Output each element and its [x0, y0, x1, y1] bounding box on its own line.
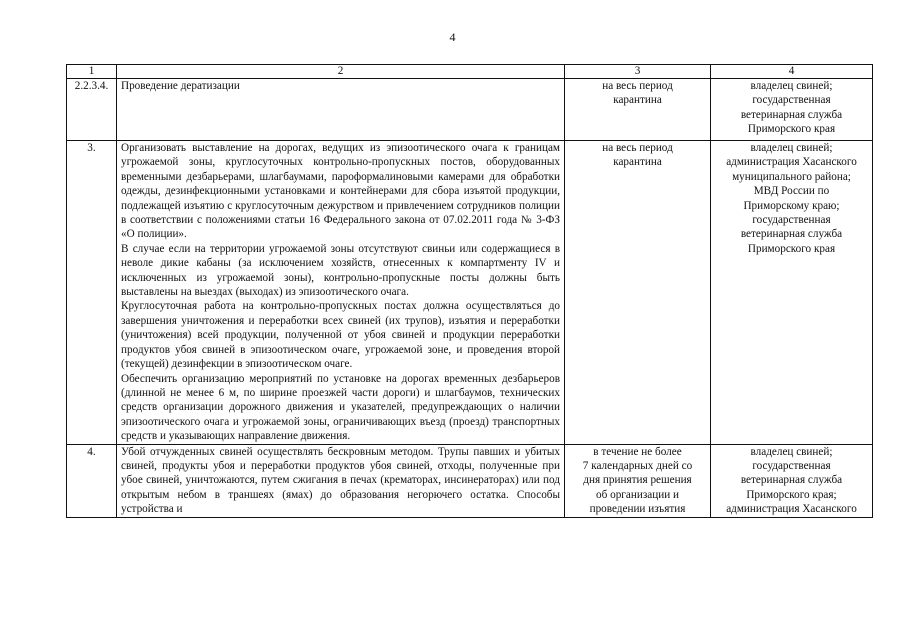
table-row — [67, 79, 873, 141]
measure-paragraph: Круглосуточная работа на контрольно-пропускных постах должна осуществляться до завершения уничтожения и переработки всех свиней (их трупов), изъятия и переработки (уничтожения) всей продукции, полученной от убоя свиней и продукции переработки продуктов убоя свиней в эпизоотическом очаге, угрожаемой зоне, и проведения второй (текущей) дезинфекции в эпизоотическом очаге. — [121, 300, 560, 371]
responsible-line: Приморского края — [747, 123, 836, 136]
measure-paragraph: Проведение дератизации — [121, 80, 240, 92]
responsible-line: владелец свиней; — [750, 445, 833, 458]
responsible-line: МВД России по — [753, 185, 830, 198]
row-number: 4. — [67, 444, 117, 517]
term-cell — [565, 141, 711, 445]
measure-paragraph: В случае если на территории угрожаемой зоны отсутствуют свиньи или содержащиеся в неволе дикие кабаны (за исключением хозяйств, отнесенных к компартменту IV и исключенных из угрожаемой зоны), контрольно-пропускные посты должны быть выставлены на выездах (выходах) из эпизоотического очага. — [121, 242, 560, 299]
header-col-1: 1 — [67, 65, 117, 79]
responsible-line: ветеринарная служба — [740, 108, 843, 121]
responsible-line: Приморскому краю; — [743, 199, 840, 212]
table-row — [67, 444, 873, 517]
responsible-cell — [711, 444, 873, 517]
responsible-line: администрация Хасанского — [726, 156, 857, 169]
term-line: проведении изъятия — [589, 503, 686, 516]
responsible-line: муниципального района; — [732, 170, 851, 183]
table-row — [67, 141, 873, 445]
term-line: карантина — [613, 156, 662, 169]
row-number: 2.2.3.4. — [67, 79, 117, 141]
responsible-line: администрация Хасанского — [726, 503, 857, 516]
page-number: 4 — [449, 30, 456, 44]
term-cell — [565, 444, 711, 517]
measure-text — [117, 79, 565, 141]
term-line: на весь период — [602, 142, 673, 154]
responsible-line: владелец свиней; — [750, 142, 833, 154]
measures-table — [66, 64, 873, 518]
measure-paragraph: Убой отчужденных свиней осуществлять бескровным методом. Трупы павших и убитых свиней, продукты убоя и переработки продуктов убоя свиней, отходы, полученные при убое свиней, уничтожаются, путем сжигания в печах (крематорах, инсинераторах) или под открытым небом в траншеях (ямах) до образования негорючего остатка. Способы устройства и — [121, 445, 560, 516]
row-number: 3. — [67, 141, 117, 445]
header-col-4: 4 — [711, 65, 873, 79]
responsible-line: государственная — [752, 459, 831, 472]
responsible-line: государственная — [752, 94, 831, 107]
responsible-line: ветеринарная служба — [740, 474, 843, 487]
term-line: об организации и — [596, 488, 679, 501]
term-line: дня принятия решения — [583, 474, 692, 487]
measure-text — [117, 141, 565, 445]
header-col-3: 3 — [565, 65, 711, 79]
term-line: в течение не более — [593, 445, 682, 458]
responsible-line: владелец свиней; — [750, 80, 833, 92]
responsible-cell — [711, 141, 873, 445]
term-line: на весь период — [602, 80, 673, 92]
responsible-cell — [711, 79, 873, 141]
term-cell — [565, 79, 711, 141]
responsible-line: государственная — [752, 214, 831, 227]
term-line: карантина — [613, 94, 662, 107]
table-header-row — [67, 65, 873, 79]
header-col-2: 2 — [117, 65, 565, 79]
measure-text — [117, 444, 565, 517]
measure-paragraph: Организовать выставление на дорогах, ведущих из эпизоотического очага к границам угрожаемой зоны, круглосуточных контрольно-пропускных постов, оборудованных временными дезбарьерами, шлагбаумами, пароформалиновыми камерами для обработки одежды, дезинфекционными установками и контейнерами для сбора изъятой продукции, подлежащей изъятию с круглосуточным дежурством и привлечением сотрудников полиции в соответствии с положениями статьи 16 Федерального закона от 07.02.2011 года № 3-ФЗ «О полиции». — [121, 142, 560, 241]
measure-paragraph: Обеспечить организацию мероприятий по установке на дорогах временных дезбарьеров (длинной не менее 6 м, по ширине проезжей части дороги) и шлагбаумов, технических средств организации дорожного движения и указателей, предупреждающих о наличии эпизоотического очага и угрожаемой зоны, ограничивающих въезд (проезд) транспортных средств и указывающих направление движения. — [121, 372, 560, 443]
term-line: 7 календарных дней со — [582, 459, 693, 472]
responsible-line: Приморского края — [747, 242, 836, 255]
responsible-line: Приморского края; — [746, 488, 837, 501]
responsible-line: ветеринарная служба — [740, 228, 843, 241]
